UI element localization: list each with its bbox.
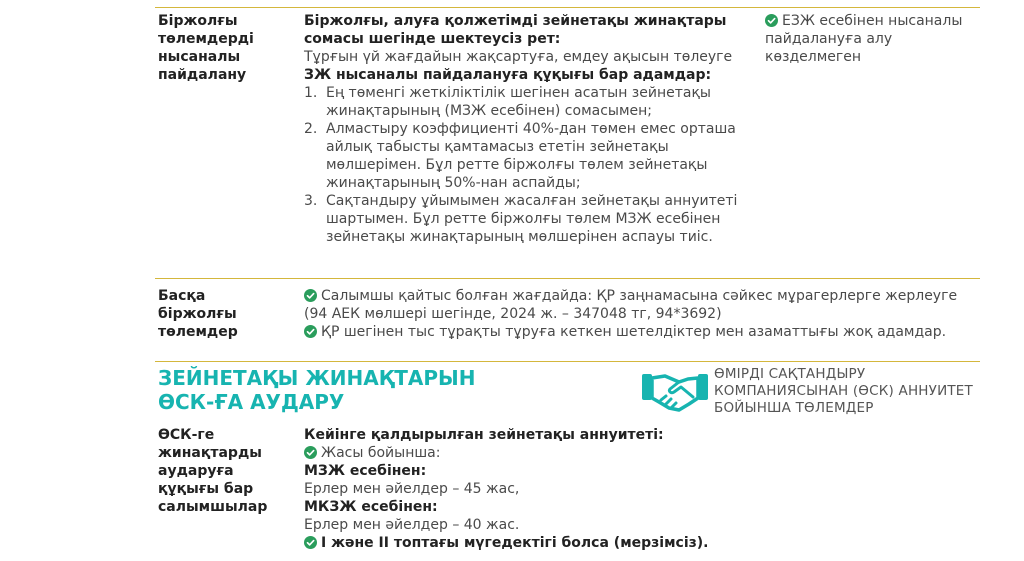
section3-heading: Кейінге қалдырылған зейнетақы аннуитеті:: [304, 427, 664, 443]
section2-content: [304, 287, 979, 341]
list-number: 2.: [304, 121, 318, 137]
check-circle-icon: [304, 536, 317, 549]
list-item: [304, 120, 744, 192]
section2-item: [304, 323, 979, 341]
section1-content: [304, 12, 744, 246]
handshake-icon: [641, 369, 709, 413]
annuity-title: ӨМІРДІ САҚТАНДЫРУ КОМПАНИЯСЫНАН (ӨСК) АННУИТЕТ БОЙЫНША ТӨЛЕМДЕР: [714, 366, 973, 416]
mzj-value: Ерлер мен әйелдер – 45 жас,: [304, 481, 520, 497]
section2-item-text: ҚР шегінен тыс тұрақты тұруға кеткен шетелдіктер мен азаматтығы жоқ адамдар.: [321, 324, 947, 340]
section1-purpose: Тұрғын үй жағдайын жақсартуға, емдеу ақысын төлеуге: [304, 49, 733, 65]
check-circle-icon: [304, 446, 317, 459]
check-circle-icon: [765, 14, 778, 27]
age-basis-text: Жасы бойынша:: [321, 445, 441, 461]
list-number: 3.: [304, 193, 318, 209]
check-circle-icon: [304, 325, 317, 338]
section2-label: Басқа біржолғы төлемдер: [158, 288, 238, 340]
disability-row: [304, 534, 774, 552]
divider-top: [155, 7, 980, 8]
list-text: Сақтандыру ұйымымен жасалған зейнетақы аннуитеті шартымен. Бұл ретте біржолғы төлем МЗЖ есебінен зейнетақы жинақтарының мөлшерінен аспауы тиіс.: [326, 193, 738, 245]
section2-item: [304, 287, 979, 323]
section3-title: ЗЕЙНЕТАҚЫ ЖИНАҚТАРЫН ӨСК-ҒА АУДАРУ: [158, 366, 476, 414]
section1-note: [765, 12, 975, 66]
list-number: 1.: [304, 85, 318, 101]
divider-1: [155, 278, 980, 279]
section1-heading: Біржолғы, алуға қолжетімді зейнетақы жинақтары сомасы шегінде шектеусіз рет:: [304, 13, 727, 47]
mkzj-label: МКЗЖ есебінен:: [304, 499, 438, 515]
mzj-label: МЗЖ есебінен:: [304, 463, 427, 479]
age-basis-row: [304, 444, 774, 462]
section3-content: [304, 426, 774, 552]
list-item: [304, 192, 744, 246]
section2-item-text: Салымшы қайтыс болған жағдайда: ҚР заңнамасына сәйкес мұрагерлерге жерлеуге (94 АЕК мөлшері шегінде, 2024 ж. – 347048 тг, 94*3692): [304, 288, 958, 322]
list-item: [304, 84, 744, 120]
mkzj-value: Ерлер мен әйелдер – 40 жас.: [304, 517, 520, 533]
section1-list: [304, 84, 744, 246]
disability-text: І және ІІ топтағы мүгедектігі болса (мерзімсіз).: [321, 535, 709, 551]
list-text: Алмастыру коэффициенті 40%-дан төмен емес орташа айлық табысты қамтамасыз ететін зейнетақы мөлшерімен. Бұл ретте біржолғы төлем зейнетақы жинақтарының 50%-нан аспайды;: [326, 121, 736, 191]
section1-rights-heading: ЗЖ нысаналы пайдалануға құқығы бар адамдар:: [304, 67, 712, 83]
section3-label: ӨСК-ге жинақтарды аударуға құқығы бар салымшылар: [158, 427, 268, 515]
note-text: ЕЗЖ есебінен нысаналы пайдалануға алу көзделмеген: [765, 13, 963, 65]
check-circle-icon: [304, 289, 317, 302]
divider-2: [155, 361, 980, 362]
list-text: Ең төменгі жеткіліктілік шегінен асатын зейнетақы жинақтарының (МЗЖ есебінен) сомасымен;: [326, 85, 711, 119]
section1-label: Біржолғы төлемдерді нысаналы пайдалану: [158, 13, 254, 83]
